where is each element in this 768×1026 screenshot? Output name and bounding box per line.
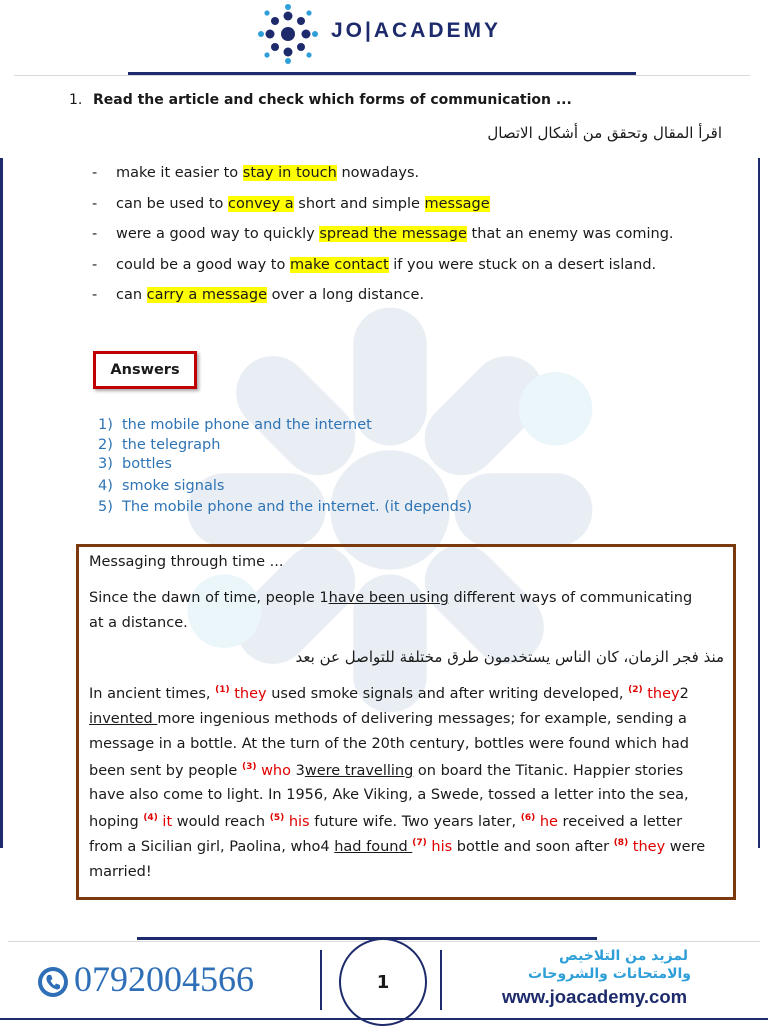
article-text: on board the Titanic. Happier stories (413, 762, 684, 779)
website-link[interactable]: www.joacademy.com (502, 986, 688, 1007)
bullet-text: if you were stuck on a desert island. (388, 257, 657, 273)
article-text: been sent by people (89, 762, 242, 779)
pronoun: his (426, 838, 453, 855)
article-text: more ingenious methods of delivering messages; for example, sending a (157, 711, 687, 727)
article-text: 2 (679, 685, 689, 702)
article-line: at a distance. (89, 615, 188, 631)
article-text: Since the dawn of time, people 1 (89, 590, 329, 606)
article-text: 3 (291, 762, 305, 779)
article-text: would reach (172, 813, 270, 830)
answer-text: bottles (122, 456, 172, 472)
bullet-dash: - (92, 257, 98, 273)
phone-number[interactable]: 0792004566 (74, 959, 254, 999)
bullet-text: can be used to (116, 196, 229, 212)
ref-marker: (4) (143, 813, 158, 823)
article-line (89, 813, 682, 830)
question-number: 1. (69, 92, 83, 108)
bullet-text: short and simple (293, 196, 425, 212)
pronoun: it (157, 813, 173, 830)
footer-divider (137, 937, 597, 940)
list-item (92, 287, 424, 303)
bullet-text: that an enemy was coming. (466, 226, 674, 242)
ref-marker: (7) (412, 838, 427, 848)
right-margin-line (758, 158, 760, 848)
article-text: In ancient times, (89, 685, 216, 702)
article-text: received a letter (557, 813, 683, 830)
article-text: different ways of communicating (448, 590, 693, 606)
article-line: message in a bottle. At the turn of the 20th century, bottles were found which had (89, 736, 689, 752)
footer-separator (320, 950, 322, 1010)
footer-separator (440, 950, 442, 1010)
answer-number: 2) (98, 437, 113, 453)
promo-text: لمزيد من التلاخيص (558, 948, 688, 964)
underlined-verb: were travelling (304, 762, 414, 779)
footer-bottom-line (0, 1018, 768, 1020)
highlight: spread the message (319, 226, 467, 242)
ref-marker: (3) (241, 762, 257, 772)
underlined-verb: have been using (328, 590, 449, 606)
page-number: 1 (339, 938, 427, 1026)
promo-text: والامتحانات والشروحات (528, 966, 691, 982)
ref-marker: (2) (628, 685, 643, 695)
answer-item (98, 417, 372, 433)
pronoun: they (229, 685, 267, 702)
list-item (92, 165, 419, 181)
article-line (89, 685, 689, 702)
article-text: used smoke signals and after writing developed, (266, 685, 629, 702)
answer-number: 1) (98, 417, 113, 433)
question-arabic: اقرأ المقال وتحقق من أشكال الاتصال (487, 124, 722, 142)
bullet-dash: - (92, 287, 98, 303)
bullet-text: nowadays. (336, 165, 420, 181)
article-arabic: منذ فجر الزمان، كان الناس يستخدمون طرق مختلفة للتواصل عن بعد (295, 648, 724, 666)
list-item (92, 226, 674, 242)
article-text: hoping (89, 813, 144, 830)
article-line: have also come to light. In 1956, Ake Viking, a Swede, tossed a letter into the sea, (89, 787, 689, 803)
underlined-verb: had found (334, 838, 413, 855)
ref-marker: (1) (215, 685, 230, 695)
bullet-text: were a good way to quickly (116, 226, 320, 242)
list-item (92, 257, 656, 273)
answers-label-box: Answers (93, 351, 197, 389)
bullet-text: can (116, 287, 147, 303)
answer-number: 4) (98, 478, 113, 494)
article-text: future wife. Two years later, (309, 813, 521, 830)
article-line (89, 711, 687, 727)
answer-item (98, 499, 472, 515)
answer-text: the mobile phone and the internet (122, 417, 372, 433)
bullet-dash: - (92, 196, 98, 212)
pronoun: his (284, 813, 310, 830)
pronoun: he (535, 813, 558, 830)
brand-name: JO|ACADEMY (331, 19, 502, 42)
bullet-dash: - (92, 165, 98, 181)
bullet-text: could be a good way to (116, 257, 290, 273)
pronoun: who (256, 762, 291, 779)
bullet-text: make it easier to (116, 165, 243, 181)
left-margin-line (0, 158, 3, 848)
ref-marker: (8) (613, 838, 629, 848)
jo-academy-logo-icon (258, 4, 318, 64)
article-text: bottle and soon after (452, 838, 614, 855)
article-text: were (665, 838, 706, 855)
highlight: convey a (228, 196, 294, 212)
header-divider-thin (14, 75, 750, 76)
answer-number: 5) (98, 499, 113, 515)
article-line: married! (89, 864, 152, 880)
highlight: message (424, 196, 490, 212)
bullet-dash: - (92, 226, 98, 242)
question-title: Read the article and check which forms of communication ... (93, 92, 572, 108)
answer-item (98, 456, 172, 472)
answer-text: the telegraph (122, 437, 221, 453)
highlight: make contact (289, 257, 389, 273)
answer-number: 3) (98, 456, 113, 472)
bullet-text: over a long distance. (267, 287, 425, 303)
list-item (92, 196, 490, 212)
article-line (89, 762, 683, 779)
pronoun: they (642, 685, 680, 702)
article-line (89, 590, 692, 606)
ref-marker: (6) (520, 813, 536, 823)
phone-icon[interactable] (37, 966, 69, 998)
answer-text: smoke signals (122, 478, 225, 494)
article-line (89, 838, 705, 855)
ref-marker: (5) (269, 813, 285, 823)
article-text: from a Sicilian girl, Paolina, who4 (89, 838, 335, 855)
answer-item (98, 478, 224, 494)
article-title: Messaging through time ... (89, 554, 284, 570)
answer-text: The mobile phone and the internet. (it depends) (122, 499, 473, 515)
highlight: stay in touch (242, 165, 337, 181)
answer-item (98, 437, 220, 453)
underlined-verb: invented (89, 711, 158, 727)
highlight: carry a message (146, 287, 268, 303)
pronoun: they (628, 838, 666, 855)
